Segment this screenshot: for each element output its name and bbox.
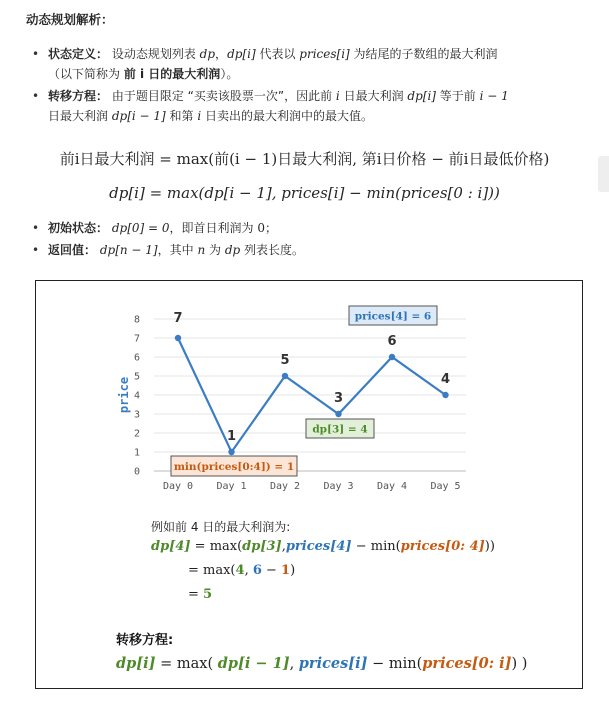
callout-dp3-text: dp[3] = 4 xyxy=(312,423,368,436)
math-var: dp[0] = 0 xyxy=(111,221,170,235)
transition-title: 转移方程: xyxy=(116,633,174,648)
data-label: 7 xyxy=(173,311,183,326)
bullet-text: 等于前 xyxy=(435,89,480,103)
math-var: 0 xyxy=(257,221,265,235)
y-tick-label: 7 xyxy=(133,333,140,345)
example-line-1 xyxy=(151,539,495,554)
bullet-text: 由于题目限定 “买卖该股票一次”，因此前 xyxy=(111,89,336,103)
math-var: i xyxy=(197,109,202,123)
data-label: 6 xyxy=(387,334,397,349)
eq-term: dp[4] xyxy=(151,539,191,554)
bullet-text: 为结尾的子数组的最大利润 xyxy=(349,47,498,61)
data-point xyxy=(389,354,395,360)
x-tick-label: Day 5 xyxy=(430,481,461,492)
y-tick-label: 0 xyxy=(133,466,140,478)
x-tick-label: Day 3 xyxy=(323,481,354,492)
eq-op: − min( xyxy=(367,656,423,672)
x-tick-label: Day 4 xyxy=(376,481,408,492)
eq-op: )) xyxy=(484,539,495,554)
bullet-text: 列表长度。 xyxy=(240,243,305,257)
bullet-text: 设动态规划列表 xyxy=(111,47,200,61)
bullet-text: ，其中 xyxy=(157,243,198,257)
list-item xyxy=(32,86,592,126)
math-var: i − 1 xyxy=(479,89,509,103)
eq-op: , xyxy=(289,656,299,672)
eq-op: = max( xyxy=(188,563,236,578)
bullet-text: 日最大利润 xyxy=(339,89,408,103)
eq-term: dp[i] xyxy=(116,655,156,672)
illustration-figure xyxy=(35,280,583,689)
math-var: i xyxy=(335,89,340,103)
data-point xyxy=(442,392,448,398)
math-var: dp xyxy=(224,243,241,257)
transition-equation xyxy=(116,655,527,672)
data-label: 4 xyxy=(440,372,451,387)
math-var: n xyxy=(197,243,206,257)
eq-term: prices[4] xyxy=(285,539,352,554)
example-line-3 xyxy=(188,587,212,602)
y-tick-label: 8 xyxy=(133,314,140,326)
bullet-text: （以下简称为 xyxy=(48,67,124,81)
bullet-text: ； xyxy=(265,221,278,235)
eq-op: = xyxy=(188,587,204,602)
x-tick-label: Day 2 xyxy=(269,481,301,492)
eq-term: prices[0: 4] xyxy=(400,539,485,554)
x-tick-label: Day 0 xyxy=(162,481,194,492)
data-point xyxy=(335,411,341,417)
y-tick-label: 1 xyxy=(133,447,140,459)
bullet-text: ）。 xyxy=(220,67,239,81)
data-point xyxy=(282,373,288,379)
list-item xyxy=(32,218,592,238)
eq-op: = max( xyxy=(155,656,218,672)
example-line-2 xyxy=(188,563,295,578)
price-chart xyxy=(36,281,581,511)
formula-chinese: 前i日最大利润 = max(前(i − 1)日最大利润, 第i日价格 − 前i日最低价格) xyxy=(59,150,550,168)
eq-term: prices[i] xyxy=(298,655,368,672)
formula-dp: dp[i] = max(dp[i − 1], prices[i] − min(prices[0 : i])) xyxy=(109,184,500,202)
math-var: dp xyxy=(199,47,216,61)
example-title: 例如前 4 日的最大利润为: xyxy=(151,520,291,534)
bullet-text: ，即首日利润为 xyxy=(169,221,258,235)
bullet-text: 和第 xyxy=(165,109,198,123)
math-var: prices[i] xyxy=(299,47,350,61)
init-list xyxy=(32,218,592,262)
eq-term: 1 xyxy=(281,563,291,578)
bullet-label: 状态定义： xyxy=(48,47,109,61)
eq-op: ) xyxy=(290,563,296,578)
y-tick-label: 3 xyxy=(133,409,140,421)
callout-min-text: min(prices[0:4]) = 1 xyxy=(173,461,295,473)
bullet-text: 为 xyxy=(205,243,225,257)
eq-op: ) ) xyxy=(511,656,528,672)
bullet-text: 代表以 xyxy=(255,47,300,61)
side-scroll-tab[interactable] xyxy=(598,156,609,192)
x-tick-label: Day 1 xyxy=(216,481,247,492)
data-point xyxy=(175,335,181,341)
eq-term: dp[i − 1] xyxy=(217,655,290,672)
eq-op: , xyxy=(244,563,253,578)
bullet-text: 日最大利润 xyxy=(48,109,112,123)
bullet-label: 转移方程： xyxy=(48,89,109,103)
y-tick-label: 4 xyxy=(133,390,140,402)
bullet-emphasis: 前 i 日的最大利润 xyxy=(123,67,221,81)
eq-op: , xyxy=(281,539,286,554)
math-var: dp[i − 1] xyxy=(111,109,166,123)
y-tick-label: 2 xyxy=(133,428,140,440)
section-title: 动态规划解析： xyxy=(26,12,114,27)
data-point xyxy=(228,449,234,455)
data-label: 3 xyxy=(333,391,344,406)
eq-op: − min( xyxy=(351,539,401,554)
eq-op: = max( xyxy=(190,539,243,554)
bullet-label: 返回值： xyxy=(48,243,97,257)
y-axis-label: price xyxy=(117,376,131,414)
y-tick-label: 5 xyxy=(133,371,140,383)
list-item xyxy=(32,44,592,84)
bullet-text: 日卖出的最大利润中的最大值。 xyxy=(201,109,374,123)
eq-term: 6 xyxy=(252,563,262,578)
math-var: dp[i] xyxy=(407,89,436,103)
eq-term: prices[0: i] xyxy=(422,655,512,672)
bullet-label: 初始状态： xyxy=(48,221,109,235)
math-var: dp[n − 1] xyxy=(99,243,158,257)
math-var: dp[i] xyxy=(227,47,256,61)
definition-list xyxy=(32,44,592,128)
bullet-text: ， xyxy=(215,47,228,61)
data-label: 1 xyxy=(226,429,237,444)
eq-term: 4 xyxy=(235,563,245,578)
list-item xyxy=(32,240,592,260)
y-tick-label: 6 xyxy=(133,352,140,364)
data-label: 5 xyxy=(280,353,290,368)
callout-prices4-text: prices[4] = 6 xyxy=(354,310,432,323)
eq-op: − xyxy=(261,563,282,578)
eq-term: 5 xyxy=(203,587,213,602)
eq-term: dp[3] xyxy=(242,539,282,554)
